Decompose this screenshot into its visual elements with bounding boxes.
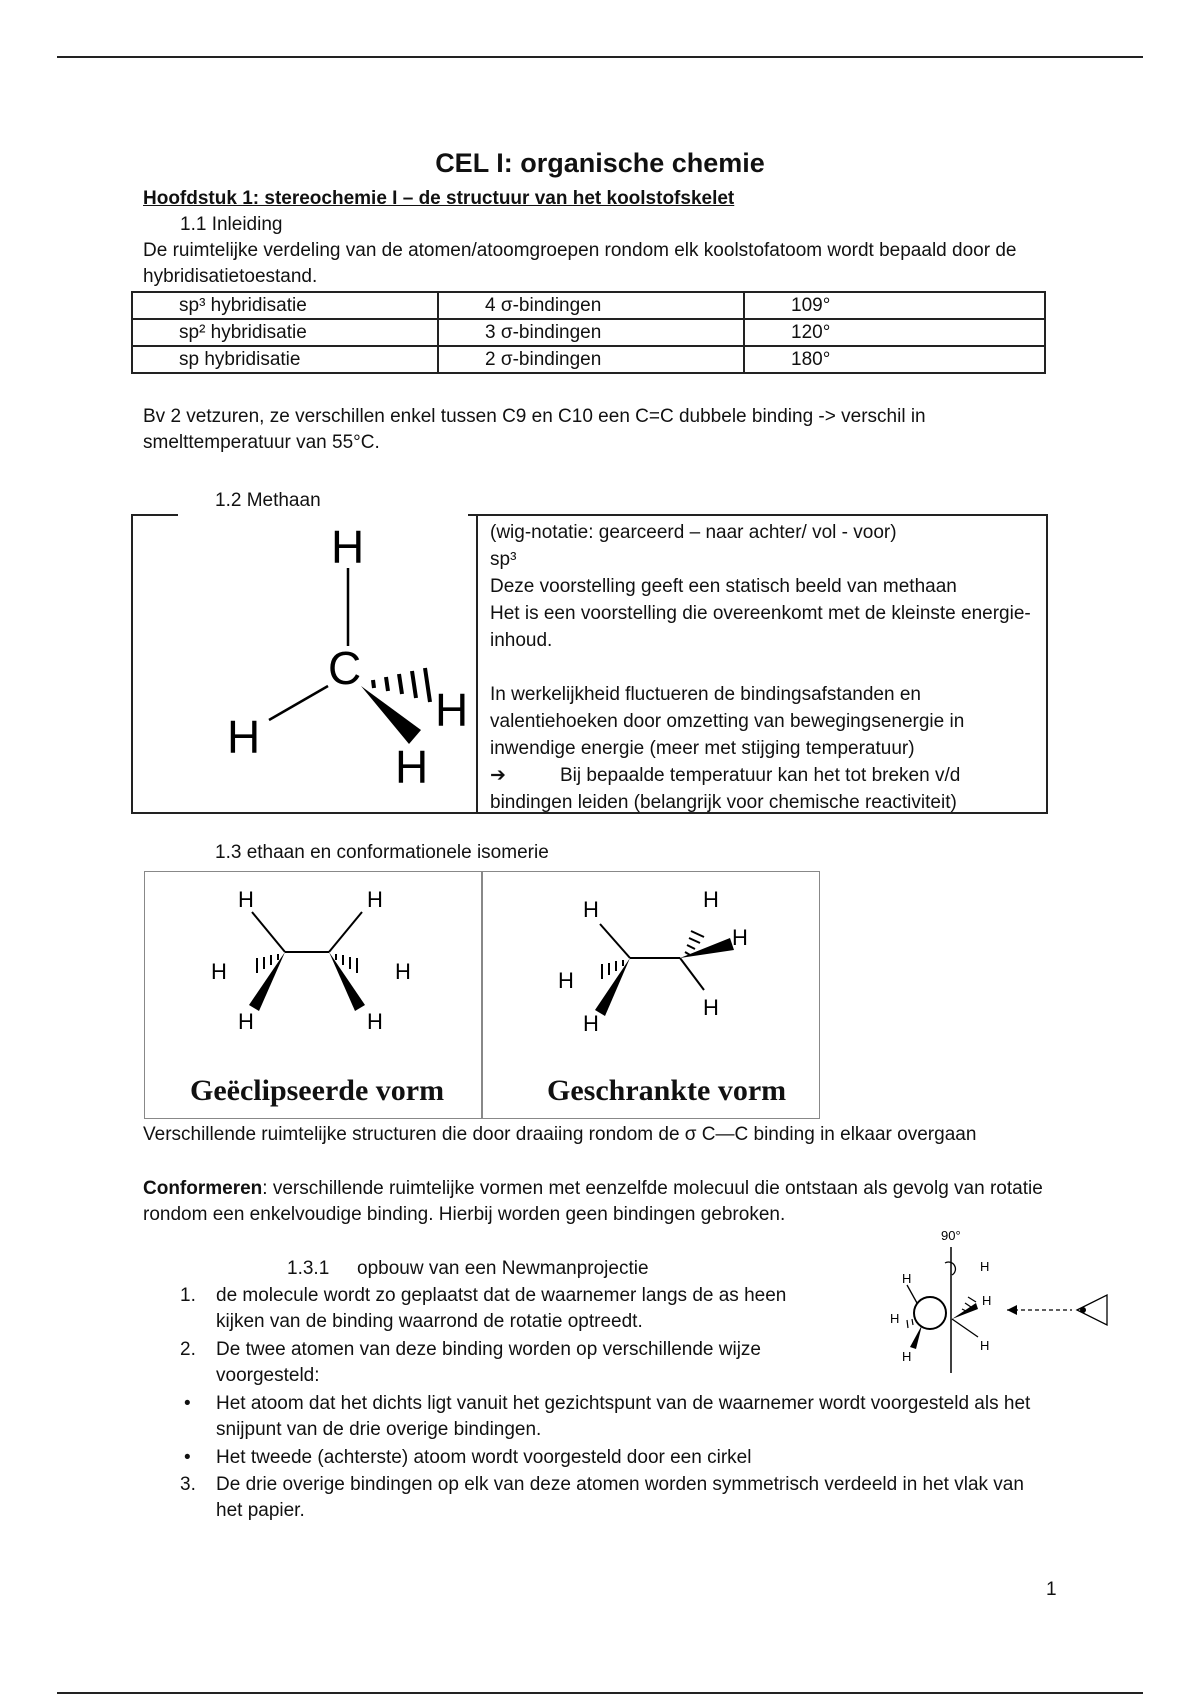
table-cell: 4 σ-bindingen bbox=[438, 292, 744, 319]
conformers-definition: : verschillende ruimtelijke vormen met eenzelfde molecuul die ontstaan als gevolg van rotatie rondom een enkelvoudige binding. Hierbij worden geen bindingen gebroken. bbox=[143, 1178, 1043, 1225]
methane-c: C bbox=[328, 642, 362, 694]
page-title: CEL I: organische chemie bbox=[435, 148, 765, 178]
chapter-heading: Hoofdstuk 1: stereochemie I – de structuur van het koolstofskelet bbox=[143, 188, 735, 209]
list-text: De twee atomen van deze binding worden op verschillende wijze voorgesteld: bbox=[216, 1339, 761, 1386]
methane-h-right: H bbox=[435, 684, 469, 736]
conformers-paragraph bbox=[143, 1176, 1053, 1228]
fatty-acid-paragraph: Bv 2 vetzuren, ze verschillen enkel tussen C9 en C10 een C=C dubbele binding -> verschil in smelttemperatuur van 55°C. bbox=[143, 406, 926, 453]
newman-h: H bbox=[980, 1259, 990, 1274]
ethane-figure bbox=[144, 871, 820, 1119]
newman-h: H bbox=[980, 1338, 990, 1353]
section-1-3-1-title: opbouw van een Newmanprojectie bbox=[357, 1258, 649, 1279]
list-item bbox=[180, 1337, 1040, 1389]
conformers-term: Conformeren bbox=[143, 1178, 263, 1199]
staggered-h: H bbox=[703, 887, 719, 912]
list-text: De drie overige bindingen op elk van deze atomen worden symmetrisch verdeeld in het vlak van het papier. bbox=[216, 1474, 1024, 1521]
methane-structure bbox=[173, 518, 473, 808]
list-text: Het tweede (achterste) atoom wordt voorgesteld door een cirkel bbox=[216, 1447, 752, 1468]
table-cell: 109° bbox=[744, 292, 1045, 319]
methane-h-bottom: H bbox=[395, 741, 429, 793]
newman-h: H bbox=[902, 1349, 912, 1364]
eclipsed-h: H bbox=[367, 1009, 383, 1034]
list-text: Het atoom dat het dichts ligt vanuit het gezichtspunt van de waarnemer wordt voorgesteld als het snijpunt van de drie overige bindingen. bbox=[216, 1393, 1031, 1440]
eclipsed-h: H bbox=[211, 959, 227, 984]
methane-line: Het is een voorstelling die overeenkomt met de kleinste energie-inhoud. bbox=[490, 603, 1031, 651]
newman-h: H bbox=[902, 1271, 912, 1286]
ethane-caption: Verschillende ruimtelijke structuren die door draaiing rondom de σ C—C binding in elkaar overgaan bbox=[143, 1124, 977, 1145]
section-1-3-heading: 1.3 ethaan en conformationele isomerie bbox=[215, 842, 549, 863]
eclipsed-h: H bbox=[238, 1009, 254, 1034]
list-number: 2. bbox=[180, 1339, 196, 1360]
methane-h-left: H bbox=[227, 711, 261, 763]
table-row bbox=[132, 292, 1045, 319]
list-text: de molecule wordt zo geplaatst dat de waarnemer langs de as heen kijken van de binding waarrond de rotatie optreedt. bbox=[216, 1285, 787, 1332]
list-number: 1. bbox=[180, 1285, 196, 1306]
methane-line: Deze voorstelling geeft een statisch beeld van methaan bbox=[490, 576, 957, 597]
section-1-2-heading: 1.2 Methaan bbox=[215, 490, 321, 511]
table-cell: sp² hybridisatie bbox=[132, 319, 438, 346]
hybridization-table bbox=[131, 291, 1046, 374]
header-rule bbox=[57, 56, 1143, 58]
intro-paragraph: De ruimtelijke verdeling van de atomen/atoomgroepen rondom elk koolstofatoom wordt bepaald door de hybridisatietoestand. bbox=[143, 240, 1017, 287]
table-row bbox=[132, 319, 1045, 346]
methane-arrow-text: Bij bepaalde temperatuur kan het tot breken v/d bindingen leiden (belangrijk voor chemische reactiviteit) bbox=[490, 765, 961, 813]
methane-line bbox=[490, 654, 1040, 681]
section-1-3-1-heading bbox=[287, 1256, 649, 1282]
newman-angle: 90° bbox=[941, 1228, 961, 1243]
table-cell: 120° bbox=[744, 319, 1045, 346]
methane-line: (wig-notatie: gearceerd – naar achter/ vol - voor) bbox=[490, 522, 897, 543]
list-item bbox=[180, 1283, 1040, 1335]
methane-line: sp³ bbox=[490, 549, 517, 570]
staggered-h: H bbox=[558, 968, 574, 993]
table-cell: sp³ hybridisatie bbox=[132, 292, 438, 319]
bullet-icon: • bbox=[184, 1447, 191, 1468]
eclipsed-label: Geëclipseerde vorm bbox=[190, 1074, 445, 1107]
table-row bbox=[132, 346, 1045, 373]
staggered-h: H bbox=[583, 897, 599, 922]
arrow-icon: ➔ bbox=[490, 765, 506, 786]
methane-box-divider bbox=[476, 516, 478, 812]
bullet-icon: • bbox=[184, 1393, 191, 1414]
table-cell: 3 σ-bindingen bbox=[438, 319, 744, 346]
list-number: 3. bbox=[180, 1474, 196, 1495]
table-cell: sp hybridisatie bbox=[132, 346, 438, 373]
section-1-3-1-number: 1.3.1 bbox=[287, 1258, 330, 1279]
footer-rule bbox=[57, 1692, 1143, 1694]
methane-description bbox=[490, 519, 1040, 816]
table-cell: 180° bbox=[744, 346, 1045, 373]
table-cell: 2 σ-bindingen bbox=[438, 346, 744, 373]
newman-h: H bbox=[890, 1311, 900, 1326]
list-item bbox=[180, 1472, 1040, 1524]
eclipsed-h: H bbox=[238, 887, 254, 912]
newman-h: H bbox=[982, 1293, 992, 1308]
staggered-label: Geschrankte vorm bbox=[547, 1074, 787, 1107]
methane-box bbox=[131, 514, 1048, 814]
methane-arrow-line bbox=[490, 762, 1040, 816]
methane-h-top: H bbox=[331, 521, 365, 573]
staggered-structure bbox=[482, 872, 818, 1062]
staggered-h: H bbox=[732, 925, 748, 950]
section-1-1-heading: 1.1 Inleiding bbox=[180, 214, 283, 235]
eclipsed-h: H bbox=[367, 887, 383, 912]
eclipsed-h: H bbox=[395, 959, 411, 984]
methane-line: In werkelijkheid fluctueren de bindingsafstanden en valentiehoeken door omzetting van bewegingsenergie in inwendige energie (meer met stijging temperatuur) bbox=[490, 684, 965, 759]
page-number: 1 bbox=[1046, 1579, 1057, 1600]
eclipsed-structure bbox=[145, 872, 481, 1062]
staggered-h: H bbox=[703, 995, 719, 1020]
staggered-h: H bbox=[583, 1011, 599, 1036]
